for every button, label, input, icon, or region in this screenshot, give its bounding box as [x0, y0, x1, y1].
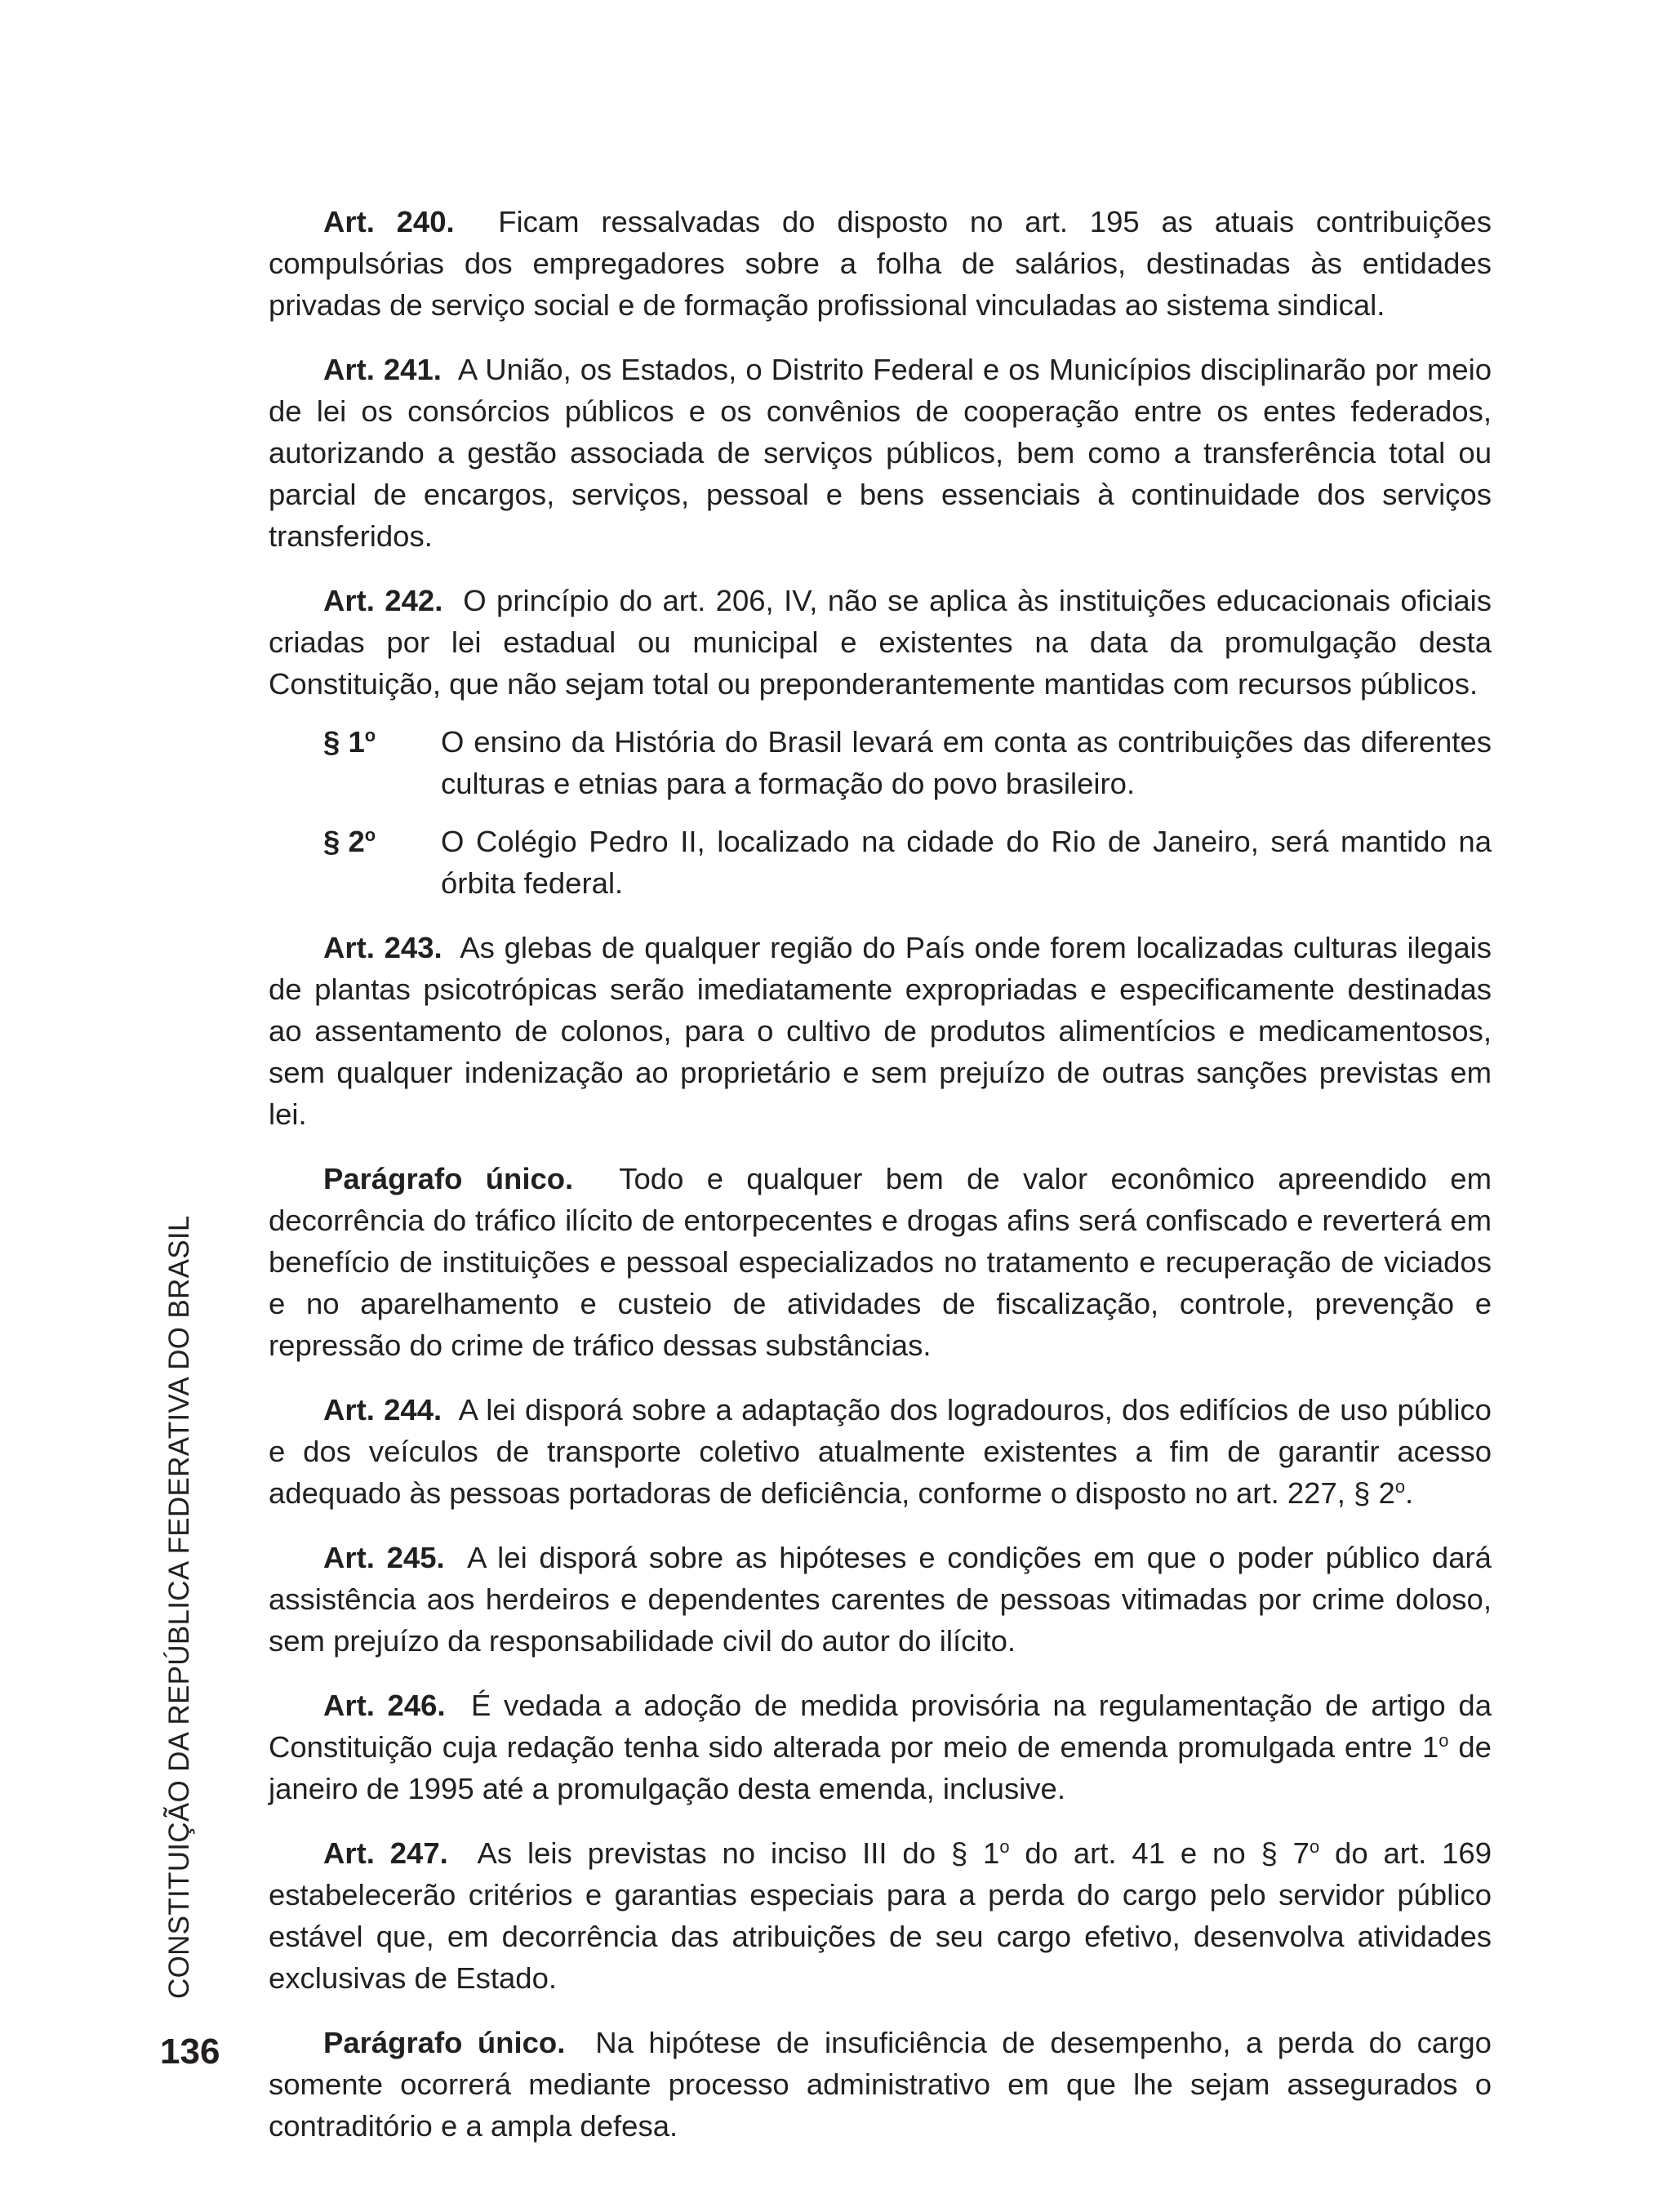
- paragraph-text: O ensino da História do Brasil levará em conta as contribuições das diferentes culturas e etnias para a formação do povo brasileiro.: [441, 725, 1492, 800]
- article-text: A lei disporá sobre a adaptação dos logradouros, dos edifícios de uso público e dos veículos de transporte coletivo atualmente existentes a fim de garantir acesso adequado às pessoas portadoras de deficiência, conforme o disposto no art. 227, § 2: [269, 1393, 1492, 1510]
- sole-paragraph-label: Parágrafo único.: [323, 1162, 574, 1195]
- paragraph-text: O Colégio Pedro II, localizado na cidade do Rio de Janeiro, será mantido na órbita federal.: [441, 825, 1492, 900]
- running-title: CONSTITUIÇÃO DA REPÚBLICA FEDERATIVA DO BRASIL: [163, 1215, 195, 1999]
- article-text-end: de janeiro de 1995 até a promulgação desta emenda, inclusive.: [269, 1730, 1492, 1805]
- article-text: Ficam ressalvadas do disposto no art. 195 as atuais contribuições compulsórias dos empregadores sobre a folha de salários, destinadas às entidades privadas de serviço social e de formação profissional vinculadas ao sistema sindical.: [269, 205, 1492, 322]
- ordinal-mark: o: [999, 1836, 1010, 1857]
- article-text-end: .: [1405, 1476, 1414, 1510]
- article-241: [269, 349, 1492, 557]
- article-label: Art. 244.: [323, 1393, 442, 1426]
- article-text: do art. 41 e no § 7: [1009, 1836, 1310, 1870]
- paragraph-sign: § 2: [323, 825, 365, 858]
- article-240: [269, 201, 1492, 326]
- paragraph-sign: § 1: [323, 725, 365, 759]
- paragraph-label: [323, 821, 376, 862]
- article-text: O princípio do art. 206, IV, não se aplica às instituições educacionais oficiais criadas por lei estadual ou municipal e existentes na data da promulgação desta Constituição, que não sejam total ou preponderantemente mantidas com recursos públicos.: [269, 584, 1492, 701]
- article-text: do art. 169 estabelecerão critérios e garantias especiais para a perda do cargo pelo servidor público estável que, em decorrência das atribuições de seu cargo efetivo, desenvolva atividades exclusivas de Estado.: [269, 1836, 1492, 1995]
- article-246: [269, 1685, 1492, 1809]
- ordinal-mark: o: [364, 824, 376, 845]
- article-247-sole-paragraph: [269, 2022, 1492, 2147]
- article-243-sole-paragraph: [269, 1158, 1492, 1366]
- sole-paragraph-label: Parágrafo único.: [323, 2026, 566, 2059]
- ordinal-mark: o: [1394, 1475, 1405, 1497]
- article-243: [269, 927, 1492, 1135]
- ordinal-mark: o: [364, 724, 376, 745]
- ordinal-mark: o: [1309, 1836, 1320, 1857]
- ordinal-mark: o: [1439, 1729, 1449, 1751]
- article-label: Art. 241.: [323, 353, 442, 386]
- sole-paragraph-text: Todo e qualquer bem de valor econômico apreendido em decorrência do tráfico ilícito de entorpecentes e drogas afins será confiscado e reverterá em benefício de instituições e pessoal especializados no tratamento e recuperação de viciados e no aparelhamento e custeio de atividades de fiscalização, controle, prevenção e repressão do crime de tráfico dessas substâncias.: [269, 1162, 1492, 1362]
- article-244: [269, 1389, 1492, 1514]
- document-body: [269, 201, 1492, 2170]
- article-label: Art. 245.: [323, 1541, 445, 1574]
- article-text: A lei disporá sobre as hipóteses e condições em que o poder público dará assistência aos herdeiros e dependentes carentes de pessoas vitimadas por crime doloso, sem prejuízo da responsabilidade civil do autor do ilícito.: [269, 1541, 1492, 1658]
- article-label: Art. 247.: [323, 1836, 448, 1870]
- sole-paragraph-text: Na hipótese de insuficiência de desempenho, a perda do cargo somente ocorrerá mediante processo administrativo em que lhe sejam assegurados o contraditório e a ampla defesa.: [269, 2026, 1492, 2143]
- article-242-paragraph-1: [269, 721, 1492, 804]
- article-text: A União, os Estados, o Distrito Federal e os Municípios disciplinarão por meio de lei os consórcios públicos e os convênios de cooperação entre os entes federados, autorizando a gestão associada de serviços públicos, bem como a transferência total ou parcial de encargos, serviços, pessoal e bens essenciais à continuidade dos serviços transferidos.: [269, 353, 1492, 553]
- paragraph-label: [323, 721, 376, 763]
- article-label: Art. 242.: [323, 584, 443, 617]
- article-label: Art. 240.: [323, 205, 455, 238]
- page-number: 136: [160, 2032, 220, 2072]
- article-text: As glebas de qualquer região do País onde forem localizadas culturas ilegais de plantas psicotrópicas serão imediatamente expropriadas e especificamente destinadas ao assentamento de colonos, para o cultivo de produtos alimentícios e medicamentosos, sem qualquer indenização ao proprietário e sem prejuízo de outras sanções previstas em lei.: [269, 931, 1492, 1131]
- article-text: É vedada a adoção de medida provisória na regulamentação de artigo da Constituição cuja redação tenha sido alterada por meio de emenda promulgada entre 1: [269, 1689, 1492, 1764]
- article-242: [269, 580, 1492, 705]
- article-247: [269, 1832, 1492, 1999]
- article-text: As leis previstas no inciso III do § 1: [477, 1836, 1000, 1870]
- article-245: [269, 1537, 1492, 1662]
- article-242-paragraph-2: [269, 821, 1492, 904]
- article-label: Art. 243.: [323, 931, 442, 964]
- article-label: Art. 246.: [323, 1689, 446, 1722]
